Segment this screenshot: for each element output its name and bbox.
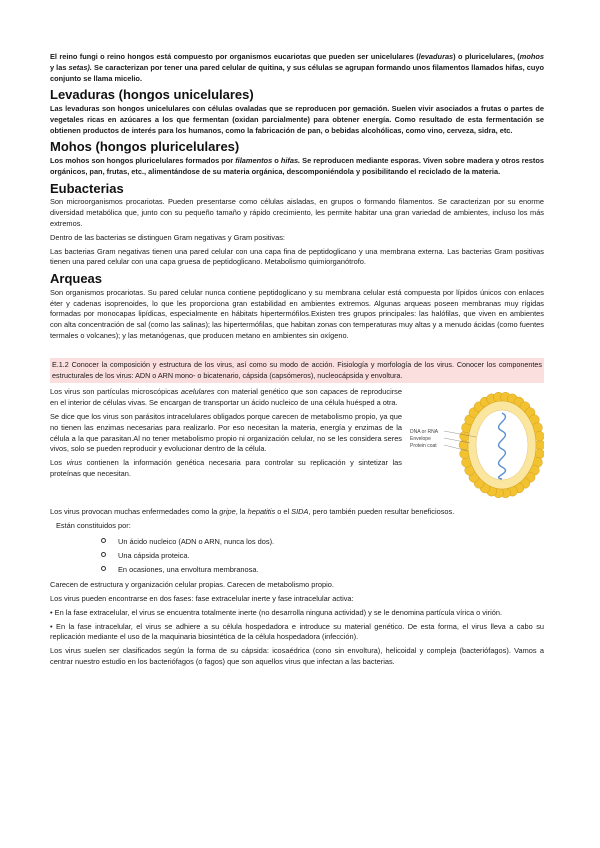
virus-figure	[410, 387, 544, 507]
virus-paragraph-7: • En la fase extracelular, el virus se encuentra totalmente inerte (no desarrolla ninguna actividad) y se le denomina partícula vírica o virión.	[50, 607, 503, 617]
intro-text-1: El reino fungi o reino hongos está compuesto por organismos eucariotas que pueden ser unicelulares (	[50, 52, 419, 61]
document-content	[50, 52, 544, 671]
virus-diagram	[410, 387, 544, 507]
mohos-italic-1: filamentos	[235, 156, 273, 166]
virus-p4-italic-3: SIDA	[291, 507, 309, 517]
virus-paragraph-5: Carecen de estructura y organización celular propias. Carecen de metabolismo propio.	[50, 580, 334, 590]
virus-paragraph-6: Los virus pueden encontrarse en dos fases: fase extracelular inerte y fase intracelular activa:	[50, 594, 354, 604]
capsomere	[459, 440, 469, 450]
heading-levaduras: Levaduras (hongos unicelulares)	[50, 87, 254, 103]
virus-intro-text	[50, 387, 402, 507]
list-item: Un ácido nucleico (ADN o ARN, nunca los dos).	[118, 535, 544, 549]
intro-italic-1: levaduras	[418, 52, 454, 61]
virus-p3-text-a: Los	[50, 458, 67, 468]
mohos-paragraph	[50, 156, 544, 178]
virus-p3-text-b: contienen la información genética necesaria para controlar su replicación y sintetizar las proteínas que necesitan.	[50, 458, 402, 479]
levaduras-paragraph: Las levaduras son hongos unicelulares con células ovaladas que se reproducen por gemación. Suelen vivir asociados a frutas o partes de vegetales ricas en azúcares a los que fermentan (oxidan parcialmente) para obtener energía. Como resultado de esta fermentación se obtienen productos de interés para los humanos, como la fabricación de pan, o bebidas alcohólicas, como vino, cerveza, sidra, etc.	[50, 104, 544, 135]
virus-paragraph-2: Se dice que los virus son parásitos intracelulares obligados porque carecen de metabolismo propio, ya que no tienen las enzimas necesarias para realizarlo. Por eso necesitan la materia, energía y enzimas de la célula a la que parasitan.Al no tener metabolismo propio ni organización celular, no se les considera seres vivos, solo se pueden reproducir y evolucionar dentro de la célula.	[50, 412, 402, 454]
virus-p4-italic-1: gripe	[219, 507, 236, 517]
virus-paragraph-1	[50, 387, 402, 409]
mohos-italic-2: hifas.	[280, 156, 301, 166]
arqueas-paragraph: Son organismos procariotas. Su pared celular nunca contiene peptidoglicano y su membrana celular está compuesta por lípidos únicos con enlaces éter y cadenas isoprenoides, lo que les proporciona gran estabilidad en ambientes extremos. Algunas arqueas poseen membranas muy rígidas formadas por monocapas lipídicas, especialmente en hábitats hipertermófilos.Existen tres grupos principales: las halófilas, que viven en ambientes con alta concentración de sal (como las salinas); las hipertermófilas, que habitan zonas con temperaturas muy altas y a menudo ácidas (como fuentes termales o volcanes); y las metanógenas, que producen metano en ambientes sin oxígeno.	[50, 287, 544, 340]
eubacterias-paragraph-1: Son microorganismos procariotas. Pueden presentarse como células aisladas, en grupos o formando filamentos. Se caracterizan por su enorme diversidad metabólica que, junto con su pequeño tamaño y rápido crecimiento, les permite habitar una gran variedad de ambientes, incluso los más extremos.	[50, 197, 544, 228]
intro-italic-3: setas).	[68, 62, 92, 72]
list-item: Una cápsida proteica.	[118, 549, 544, 563]
virus-p1-italic: acelulares	[180, 387, 215, 397]
mohos-text-3: Se reproducen mediante esporas. Viven sobre madera y otros restos orgánicos, pan, frutas, etc., alimentándose de su materia orgánica, descomponiéndola y posibilitando el reciclado de la materia.	[50, 156, 544, 176]
intro-paragraph	[50, 52, 544, 84]
capsomere	[535, 440, 544, 450]
virus-paragraph-8: • En la fase intracelular, el virus se adhiere a su célula hospedadora e introduce su material genético. De esta forma, el virus lleva a cabo su replicación mediante el uso de la maquinaria biosintética de la célula hospedadora (infección).	[50, 621, 544, 642]
intro-text-3: y las	[50, 62, 69, 72]
virus-paragraph-9: Los virus suelen ser clasificados según la forma de su cápsida: icosaédrica (cono sin envoltura), helicoidal y compleja (bacteriófagos). Vamos a centrar nuestro estudio en los bacteriófagos (o fagos) que son aquellos virus que infectan a las bacterias.	[50, 646, 544, 667]
virus-paragraph-3	[50, 458, 402, 480]
objective-highlight: E.1.2 Conocer la composición y estructura de los virus, así como su modo de acción. Fisiología y morfología de los virus. Conocer los componentes estructurales de los virus: ADN o ARN mono- o bicatenario, cápsida (capsómeros), nucleocápsida y envoltura.	[50, 358, 544, 384]
heading-arqueas: Arqueas	[50, 271, 103, 287]
mohos-text-1: Los mohos son hongos pluricelulares formados por	[50, 156, 236, 166]
virus-paragraph-4	[50, 507, 544, 518]
intro-italic-2: mohos	[519, 52, 544, 61]
figure-label-dna: DNA or RNA	[410, 429, 439, 436]
virus-p4-text-d: , pero también pueden resultar beneficiosos.	[308, 507, 455, 517]
virus-p4-text-c: o el	[275, 507, 292, 517]
virus-p1-text-b: con material genético que son capaces de reproducirse en el interior de células vivas. Se encargan de transportar un ácido nucleico de una célula huésped a otra.	[50, 387, 402, 408]
figure-label-envelope: Envelope	[410, 436, 431, 443]
virus-constituted-label: Están constituidos por:	[56, 521, 131, 531]
virus-p3-italic: virus	[66, 458, 83, 468]
intro-text-2: ) o pluricelulares, (	[453, 52, 520, 61]
virus-p4-text-a: Los virus provocan muchas enfermedades como la	[50, 507, 220, 517]
mohos-text-2: o	[272, 156, 281, 166]
list-item: En ocasiones, una envoltura membranosa.	[118, 563, 544, 577]
heading-eubacterias: Eubacterias	[50, 180, 124, 196]
eubacterias-paragraph-3: Las bacterias Gram negativas tienen una pared celular con una capa fina de peptidoglicano y una membrana externa. Las bacterias Gram positivas tienen una pared celular con una capa gruesa de peptidoglicano. Metabolismo quimiorganótrofo.	[50, 246, 544, 267]
virus-p4-italic-2: hepatitis	[247, 507, 276, 517]
virus-components-list	[118, 535, 544, 577]
eubacterias-paragraph-2: Dentro de las bacterias se distinguen Gram negativas y Gram positivas:	[50, 232, 285, 242]
inner-capsid	[476, 410, 528, 480]
virus-p1-text-a: Los virus son partículas microscópicas	[50, 387, 181, 397]
intro-text-4: Se caracterizan por tener una pared celular de quitina, y sus células se agrupan formando unos filamentos llamados hifas, cuyo conjunto se llama micelio.	[50, 62, 544, 83]
virus-p4-text-b: , la	[235, 507, 248, 517]
figure-label-protein-coat: Protein coat	[410, 443, 437, 450]
virus-intro-row	[50, 387, 544, 507]
heading-mohos: Mohos (hongos pluricelulares)	[50, 139, 240, 155]
